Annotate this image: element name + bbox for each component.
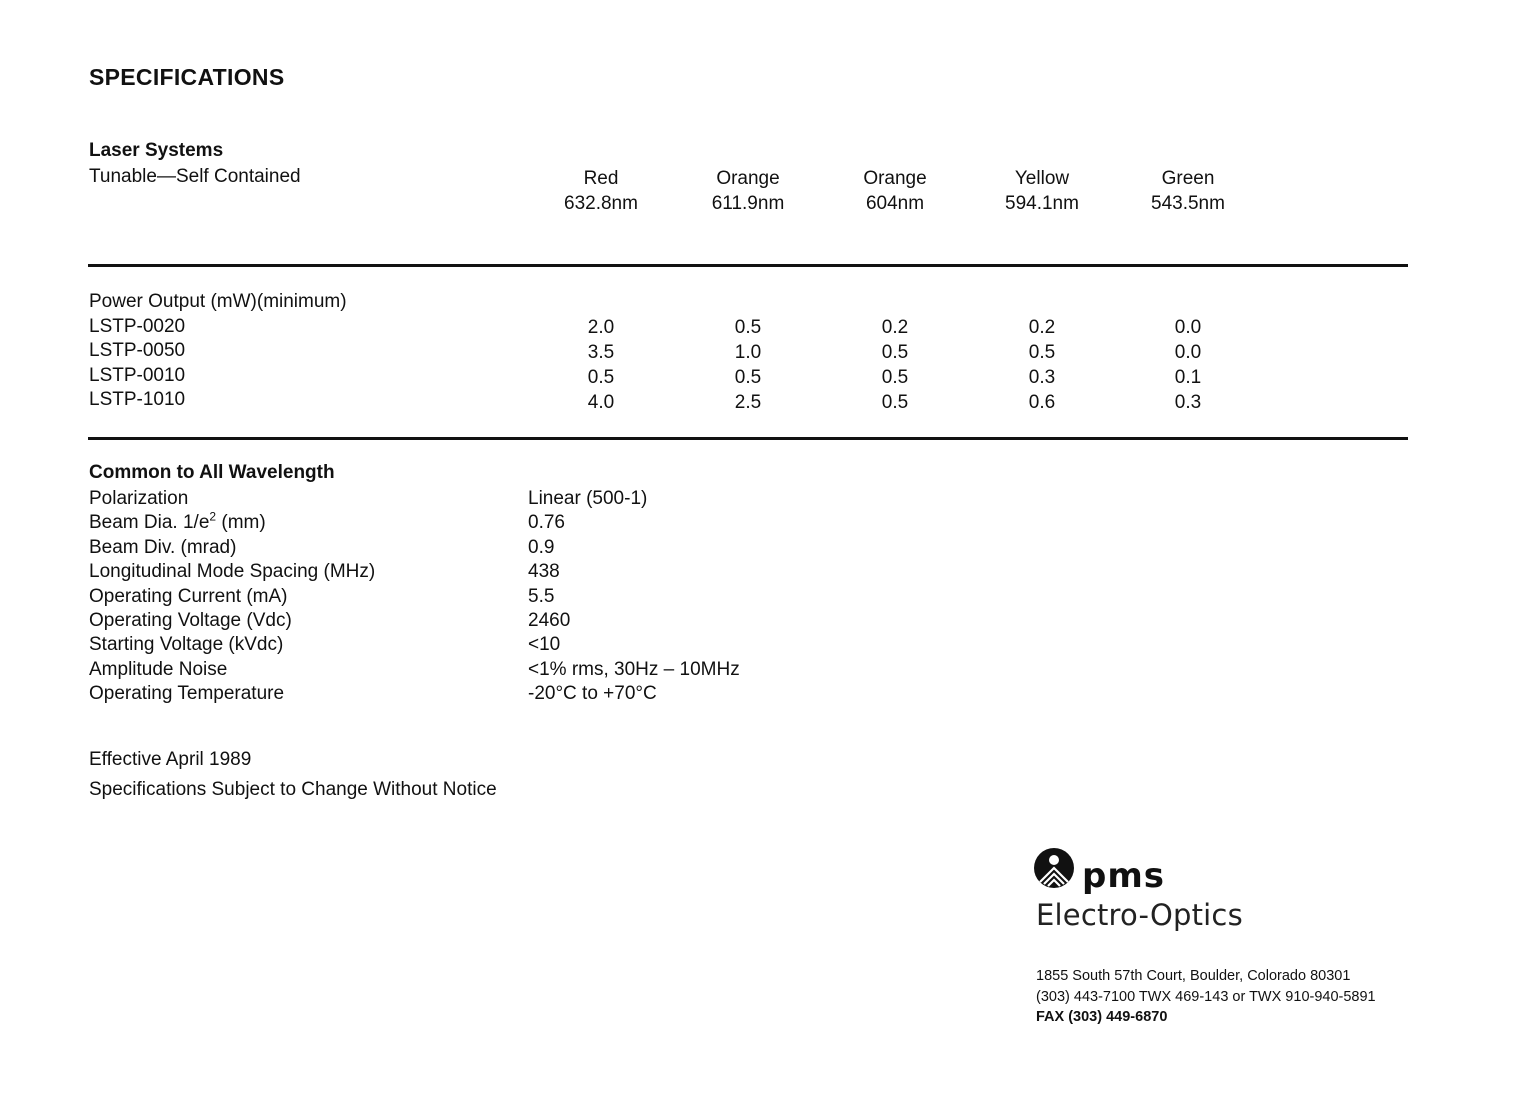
column-wavelength: 604nm [865, 193, 925, 214]
power-output-labels [89, 290, 347, 413]
column-header-red [531, 166, 671, 216]
model-name: LSTP-0050 [89, 340, 186, 362]
power-value: 0.5 [881, 392, 909, 413]
column-color: Yellow [1014, 168, 1070, 189]
spec-label-part: (mm) [216, 512, 266, 534]
common-heading: Common to All Wavelength [89, 462, 335, 483]
spec-value: Linear (500-1) [528, 488, 648, 509]
power-value: 0.5 [881, 342, 909, 363]
effective-date: Effective April 1989 [89, 749, 252, 770]
spec-value: 0.76 [528, 512, 565, 534]
power-value: 0.2 [881, 317, 909, 338]
common-spec-values [528, 487, 740, 707]
column-header-green [1118, 166, 1258, 216]
company-address-block [1036, 966, 1376, 1028]
spec-value: 2460 [528, 609, 571, 631]
values-column-orange-604 [825, 315, 965, 415]
power-value: 0.0 [1174, 317, 1202, 338]
footnotes [89, 749, 497, 809]
power-value: 0.5 [881, 367, 909, 388]
spec-label-superscript: 2 [209, 510, 217, 525]
column-wavelength: 543.5nm [1151, 193, 1225, 214]
power-value: 0.1 [1174, 367, 1202, 388]
model-name: LSTP-0010 [89, 364, 186, 386]
spec-label: Beam Div. (mrad) [89, 536, 237, 558]
spec-value: <1% rms, 30Hz – 10MHz [528, 658, 740, 680]
power-value: 0.3 [1028, 367, 1056, 388]
company-fax: FAX (303) 449-6870 [1036, 1009, 1168, 1025]
divider-bottom [88, 437, 1408, 440]
company-subtitle: Electro-Optics [1036, 898, 1243, 932]
power-output-heading: Power Output (mW)(minimum) [89, 291, 347, 312]
power-value: 0.5 [1028, 342, 1056, 363]
power-value: 0.5 [587, 367, 615, 388]
laser-systems-heading: Laser Systems [89, 140, 224, 161]
column-wavelength: 632.8nm [564, 193, 638, 214]
divider-top [88, 264, 1408, 267]
laser-systems-subheading: Tunable—Self Contained [89, 166, 301, 187]
values-column-orange-611 [678, 315, 818, 415]
power-value: 1.0 [734, 342, 762, 363]
company-phone: (303) 443-7100 TWX 469-143 or TWX 910-940-5891 [1036, 988, 1376, 1005]
spec-label: Starting Voltage (kVdc) [89, 634, 284, 656]
power-value: 0.0 [1174, 342, 1202, 363]
spec-value: 5.5 [528, 585, 555, 607]
spec-label: Polarization [89, 488, 189, 509]
power-value: 2.0 [587, 317, 615, 338]
spec-label: Operating Temperature [89, 683, 285, 705]
common-spec-labels [89, 487, 375, 707]
column-color: Green [1161, 168, 1215, 189]
column-wavelength: 611.9nm [711, 193, 785, 214]
spec-value: 438 [528, 561, 560, 583]
spec-label: Operating Current (mA) [89, 585, 288, 607]
spec-label: Amplitude Noise [89, 658, 228, 680]
spec-value: 0.9 [528, 536, 555, 558]
column-header-orange-611 [678, 166, 818, 216]
spec-label: Operating Voltage (Vdc) [89, 609, 292, 631]
power-value: 0.6 [1028, 392, 1056, 413]
pms-logo-icon [1032, 846, 1080, 894]
column-color: Orange [716, 168, 780, 189]
values-column-yellow [972, 315, 1112, 415]
model-name: LSTP-0020 [89, 315, 186, 337]
model-name: LSTP-1010 [89, 389, 186, 411]
column-color: Red [583, 168, 619, 189]
power-value: 3.5 [587, 342, 615, 363]
column-header-yellow [972, 166, 1112, 216]
spec-label-part: Beam Dia. 1/e [89, 512, 210, 534]
spec-value: -20°C to +70°C [528, 683, 657, 705]
column-wavelength: 594.1nm [1005, 193, 1079, 214]
values-column-red [531, 315, 671, 415]
page-title: SPECIFICATIONS [89, 64, 285, 90]
column-color: Orange [863, 168, 927, 189]
values-column-green [1118, 315, 1258, 415]
power-value: 0.2 [1028, 317, 1056, 338]
spec-label-beam-dia [89, 511, 375, 535]
spec-label: Longitudinal Mode Spacing (MHz) [89, 561, 376, 583]
power-value: 0.5 [734, 367, 762, 388]
disclaimer: Specifications Subject to Change Without Notice [89, 779, 497, 800]
power-value: 0.5 [734, 317, 762, 338]
power-value: 4.0 [587, 392, 615, 413]
company-address: 1855 South 57th Court, Boulder, Colorado 80301 [1036, 968, 1351, 984]
power-value: 2.5 [734, 392, 762, 413]
logo-wordmark: pms [1082, 856, 1166, 896]
spec-value: <10 [528, 634, 561, 656]
column-header-orange-604 [825, 166, 965, 216]
power-value: 0.3 [1174, 392, 1202, 413]
